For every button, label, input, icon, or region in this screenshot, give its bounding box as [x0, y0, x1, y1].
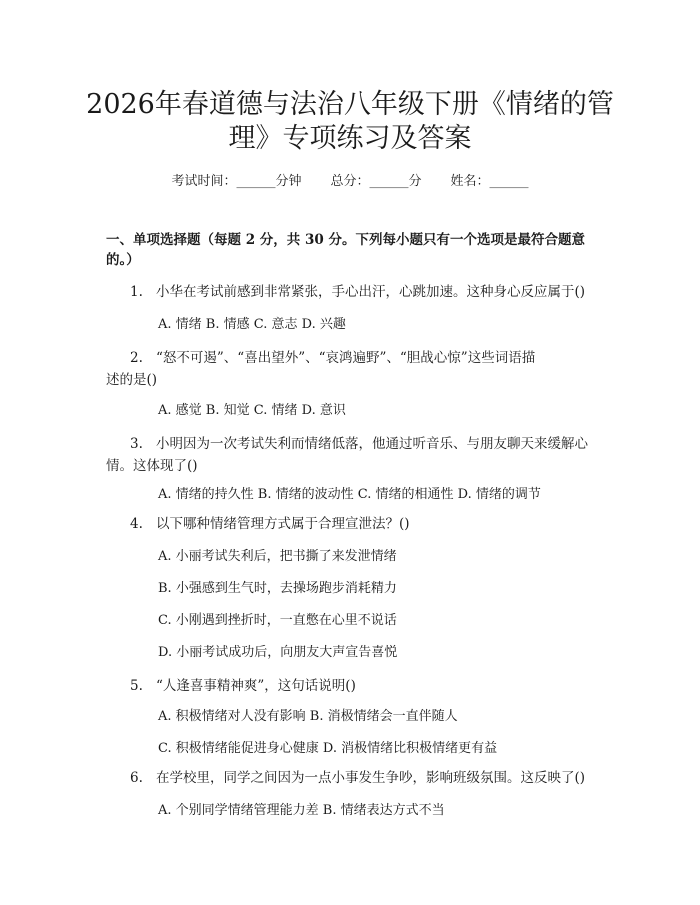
question-5	[130, 676, 356, 696]
question-number: 4.	[130, 516, 143, 532]
student-name-label: 姓名：______	[450, 174, 529, 189]
question-stem: 小华在考试前感到非常紧张，手心出汗，心跳加速。这种身心反应属于()	[156, 284, 586, 300]
total-score-label: 总分：______分	[330, 174, 422, 189]
question-stem: 在学校里，同学之间因为一点小事发生争吵，影响班级氛围。这反映了()	[156, 770, 586, 786]
question-3-stem-cont: 情。这体现了()	[106, 458, 198, 474]
question-2-options: A. 感觉 B. 知觉 C. 情绪 D. 意识	[158, 403, 346, 418]
question-4-option-a: A. 小丽考试失利后，把书撕了来发泄情绪	[158, 549, 397, 564]
question-number: 6.	[130, 770, 143, 786]
document-title-line-2: 理》专项练习及答案	[228, 123, 472, 154]
question-number: 5.	[130, 678, 143, 694]
question-stem: “人逢喜事精神爽”，这句话说明()	[156, 678, 356, 694]
question-2-stem-cont: 述的是()	[106, 372, 158, 388]
question-stem: 小明因为一次考试失利而情绪低落，他通过听音乐、与朋友聊天来缓解心	[156, 436, 588, 452]
question-1	[130, 282, 585, 302]
question-number: 2.	[130, 350, 143, 366]
question-number: 3.	[130, 436, 143, 452]
question-stem: 以下哪种情绪管理方式属于合理宣泄法？()	[156, 516, 410, 532]
exam-meta	[0, 170, 700, 189]
question-4-option-d: D. 小丽考试成功后，向朋友大声宣告喜悦	[158, 645, 398, 660]
question-6-options: A. 个别同学情绪管理能力差 B. 情绪表达方式不当	[158, 803, 445, 818]
section-heading-line-1: 一、单项选择题（每题 2 分，共 30 分。下列每小题只有一个选项是最符合题意	[106, 232, 585, 248]
question-1-options: A. 情绪 B. 情感 C. 意志 D. 兴趣	[158, 317, 346, 332]
section-heading	[106, 230, 606, 270]
question-3-options: A. 情绪的持久性 B. 情绪的波动性 C. 情绪的相通性 D. 情绪的调节	[158, 487, 541, 502]
question-stem: “怒不可遏”、“喜出望外”、“哀鸿遍野”、“胆战心惊”这些词语描	[156, 350, 536, 366]
document-title-line-1: 2026年春道德与法治八年级下册《情绪的管	[86, 89, 614, 120]
question-5-options-cd: C. 积极情绪能促进身心健康 D. 消极情绪比积极情绪更有益	[158, 741, 498, 756]
question-4-option-b: B. 小强感到生气时，去操场跑步消耗精力	[158, 581, 397, 596]
section-heading-line-2: 的。）	[106, 252, 140, 268]
question-4	[130, 514, 410, 534]
exam-time-label: 考试时间：______分钟	[171, 174, 302, 189]
question-4-option-c: C. 小刚遇到挫折时，一直憋在心里不说话	[158, 613, 397, 628]
question-3	[130, 434, 588, 454]
question-5-options-ab: A. 积极情绪对人没有影响 B. 消极情绪会一直伴随人	[158, 709, 458, 724]
question-number: 1.	[130, 284, 143, 300]
question-6	[130, 768, 585, 788]
question-2	[130, 348, 535, 368]
